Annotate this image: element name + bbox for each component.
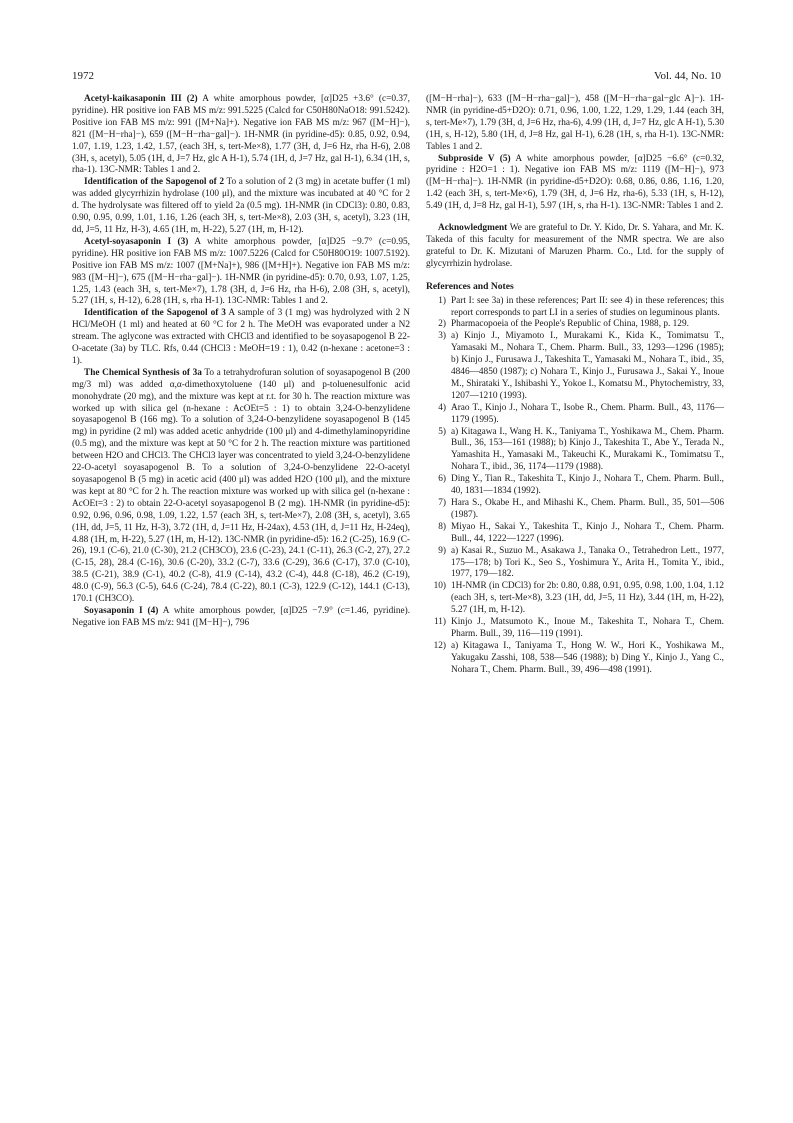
reference-item [426,427,724,475]
reference-text: Hara S., Okabe H., and Mihashi K., Chem. Pharm. Bull., 35, 501—506 (1987). [451,498,724,520]
reference-number: 10) [433,581,446,592]
references-heading: References and Notes [426,280,514,292]
reference-item [426,296,724,320]
reference-item [426,641,724,677]
reference-item [426,319,724,331]
paragraph-title: Acetyl-soyasaponin I (3) [84,236,189,247]
paragraph-text: To a tetrahydrofuran solution of soyasapogenol B (200 mg/3 ml) was added α,α-dimethoxytoluene (140 μl) and p-toluenesulfonic acid monohydrate (20 mg), and the mixture was kept at r.t. for 30 h. The reaction mixture was worked up with silica gel (n-hexane : AcOEt=5 : 1) to obtain 3,24-O-benzylidene soyasapogenol B (166 mg). To a solution of 3,24-O-benzylidene soyasapogenol B (145 mg) in pyridine (2 ml) was added acetic anhydride (100 μl) and 4-dimethylaminopyridine (0.5 mg), and the mixture was kept at 50 °C for 2 h. The reaction mixture was partitioned between H2O and CHCl3. The CHCl3 layer was concentrated to yield 3,24-O-benzylidene 22-O-acetyl soyasapogenol B. To a solution of 3,24-O-benzylidene 22-O-acetyl soyasapogenol B (5 mg) in acetic acid (400 μl) was added H2O (100 μl), and the mixture was kept at 80 °C for 2 h. The reaction mixture was worked up with silica gel (n-hexane : AcOEt=3 : 2) to obtain 22-O-acetyl soyasapogenol B (2 mg). 1H-NMR (in pyridine-d5): 0.92, 0.96, 0.96, 0.98, 1.09, 1.22, 1.57 (each 3H, s, tert-Me×7), 2.08 (3H, s, acetyl), 3.65 (1H, dd, J=5, 11 Hz, H-3), 3.72 (1H, d, J=11 Hz, H-24ax), 4.53 (1H, d, J=11 Hz, H-24eq), 4.88 (1H, m, H-22), 5.27 (1H, m, H-12). 13C-NMR (in pyridine-d5): 16.2 (C-25), 16.9 (C-26), 19.1 (C-6), 21.0 (C-30), 21.2 (CH3CO), 23.6 (C-23), 24.1 (C-11), 26.3 (C-2, 27), 27.2 (C-15, 28), 28.4 (C-16), 30.6 (C-20), 33.2 (C-7), 33.6 (C-29), 36.6 (C-17), 37.0 (C-10), 38.5 (C-21), 38.9 (C-1), 40.2 (C-8), 41.9 (C-14), 43.2 (C-4), 44.8 (C-18), 46.2 (C-19), 48.0 (C-9), 56.3 (C-5), 64.6 (C-24), 78.4 (C-22), 80.1 (C-3), 122.9 (C-12), 144.1 (C-13), 170.1 (CH3CO). [72,367,411,605]
reference-number: 2) [438,319,446,330]
reference-number: 8) [438,521,446,532]
paragraph-title: Identification of the Sapogenol of 2 [84,177,225,188]
volume-issue: Vol. 44, No. 10 [653,70,721,82]
reference-number: 12) [433,640,446,651]
paragraph-title: Identification of the Sapogenol of 3 [84,308,226,319]
paragraph-acetyl-kaikasaponin [72,94,410,177]
reference-item [426,498,724,522]
paragraph-text: A white amorphous powder, [α]D25 −9.7° (c=0.95, pyridine). HR positive ion FAB MS m/z: 1007.5226 (Calcd for C50H80O19: 1007.5192). Positive ion FAB MS m/z: 1007 ([M+Na]+), 986 ([M+H]+). Negative ion FAB MS m/z: 983 ([M−H]−), 675 ([M−H−rha−gal]−). 1H-NMR (in pyridine-d5): 0.70, 0.93, 1.07, 1.25, 1.25, 1.43 (each 3H, s, tert-Me×7), 1.78 (3H, d, J=6 Hz, rha H-6), 2.08 (3H, s, acetyl), 5.27 (1H, s, H-12), 6.28 (1H, s, rha H-1). 13C-NMR: Tables 1 and 2. [72,236,410,307]
reference-number: 3) [438,331,446,342]
paragraph-sapogenol-3 [72,308,410,368]
paragraph-text: To a solution of 2 (3 mg) in acetate buffer (1 ml) was added glycyrrhizin hydrolase (100 μl), and the mixture was incubated at 40 °C for 2 d. The hydrolysate was filtered off to yield 2a (0.5 mg). 1H-NMR (in CDCl3): 0.80, 0.83, 0.90, 0.95, 0.99, 1.01, 1.16, 1.26 (each 3H, s, tert-Me×8), 2.03 (3H, s, acetyl), 3.23 (1H, dd, J=5, 11 Hz, H-3), 4.65 (1H, m, H-22), 5.27 (1H, m, H-12). [72,177,411,235]
left-column [72,94,410,630]
paragraph-text: A white amorphous powder, [α]D25 −6.6° (c=0.32, pyridine : H2O=1 : 1). Negative ion FAB MS m/z: 1119 ([M−H]−), 973 ([M−H−rha]−). 1H-NMR (in pyridine-d5+D2O): 0.68, 0.86, 0.86, 1.16, 1.20, 1.42 (each 3H, s, tert-Me×6), 1.79 (3H, d, J=6 Hz, rha-6), 5.33 (1H, s, H-12), 5.49 (1H, d, J=8 Hz, gal H-1), 5.97 (1H, s, rha H-1). 13C-NMR: Tables 1 and 2. [426,153,724,212]
acknowledgment [426,223,724,271]
paragraph-text: A white amorphous powder, [α]D25 +3.6° (c=0.37, pyridine). HR positive ion FAB MS m/z: 991.5225 (Calcd for C50H80NaO18: 991.5242). Positive ion FAB MS m/z: 991 ([M+Na]+). Negative ion FAB MS m/z: 967 ([M−H]−), 821 ([M−H−rha]−), 659 ([M−H−rha−gal]−). 1H-NMR (in pyridine-d5): 0.85, 0.92, 0.94, 1.07, 1.19, 1.23, 1.42, 1.57, (each 3H, s, tert-Me×8), 1.77 (3H, d, J=6 Hz, rha H-6), 2.08 (3H, s, acetyl), 5.05 (1H, d, J=7 Hz, glc A H-1), 5.74 (1H, d, J=7 Hz, gal H-1), 6.34 (1H, s, rha-1). 13C-NMR: Tables 1 and 2. [72,94,410,176]
reference-item [426,617,724,641]
reference-number: 9) [438,545,446,556]
paragraph-synthesis-3a [72,368,410,606]
reference-number: 5) [438,426,446,437]
reference-item [426,522,724,546]
paragraph-title: Soyasaponin I (4) [84,605,159,616]
page-number: 1972 [72,70,94,82]
reference-text: a) Kinjo J., Miyamoto I., Murakami K., Kida K., Tomimatsu T., Yamasaki M., Nohara T., Chem. Pharm. Bull., 33, 1293—1296 (1985); b) Kinjo J., Furusawa J., Takeshita T., Yamasaki M., Nohara T., ibid., 35, 4846—4850 (1987); c) Nohara T., Kinjo J., Furusawa J., Sakai Y., Inoue M., Shirataki Y., Ishibashi Y., Yokoe I., Komatsu M., Phytochemistry, 33, 1207—1210 (1993). [451,331,724,401]
paragraph-text: A white amorphous powder, [α]D25 −7.9° (c=1.46, pyridine). Negative ion FAB MS m/z: 941 ([M−H]−), 796 [72,605,411,628]
paragraph-text: A sample of 3 (1 mg) was hydrolyzed with 2 N HCl/MeOH (1 ml) and heated at 60 °C for 2 h. The MeOH was evaporated under a N2 stream. The aglycone was extracted with CHCl3 and identified to be soyasapogenol B 22-O-acetate (3a) by TLC. Rfs, 0.44 (CHCl3 : MeOH=19 : 1), 0.42 (n-hexane : acetone=3 : 1). [72,308,411,366]
paragraph-continued [426,94,724,154]
paragraph-acetyl-soyasaponin [72,237,410,308]
reference-number: 11) [433,617,446,628]
reference-number: 7) [438,498,446,508]
reference-text: Pharmacopoeia of the People's Republic of China, 1988, p. 129. [451,319,689,330]
paragraph-subproside-v [426,154,724,214]
paragraph-text: ([M−H−rha]−), 633 ([M−H−rha−gal]−), 458 ([M−H−rha−gal−glc A]−). 1H-NMR (in pyridine-d5+D2O): 0.71, 0.96, 1.00, 1.22, 1.29, 1.29, 1.44 (each 3H, s, tert-Me×7), 1.79 (3H, d, J=6 Hz, rha-6), 4.99 (1H, d, J=7 Hz, glc A H-1), 5.30 (1H, s, H-12), 5.80 (1H, d, J=8 Hz, gal H-1), 6.28 (1H, s, rha H-1). 13C-NMR: Tables 1 and 2. [426,94,724,152]
reference-number: 4) [438,402,446,413]
reference-text: Arao T., Kinjo J., Nohara T., Isobe R., Chem. Pharm. Bull., 43, 1176—1179 (1995). [451,402,724,425]
reference-item [426,546,724,582]
reference-text: 1H-NMR (in CDCl3) for 2b: 0.80, 0.88, 0.91, 0.95, 0.98, 1.00, 1.04, 1.12 (each 3H, s, tert-Me×8), 3.23 (1H, dd, J=5, 11 Hz), 3.44 (1H, m, H-22), 5.27 (1H, m, H-12). [451,581,724,616]
reference-item [426,474,724,498]
paragraph-title: The Chemical Synthesis of 3a [84,367,202,378]
reference-text: a) Kitagawa I., Wang H. K., Taniyama T., Yoshikawa M., Chem. Pharm. Bull., 36, 153—161 (1988); b) Kinjo J., Takeshita T., Abe Y., Terada N., Yamashita H., Yamasaki M., Takeuchi K., Murakami K., Tomimatsu T., Nohara T., ibid., 36, 1174—1179 (1988). [451,426,724,473]
references-list [426,296,724,677]
paragraph-title: Acetyl-kaikasaponin III (2) [84,94,198,104]
acknowledgment-text: We are grateful to Dr. Y. Kido, Dr. S. Yahara, and Mr. K. Takeda of this faculty for measurement of the NMR spectra. We are also grateful to Dr. K. Mizutani of Maruzen Pharm. Co., Ltd. for the supply of glycyrrhizin hydrolase. [426,223,724,269]
reference-item [426,403,724,427]
reference-text: a) Kitagawa I., Taniyama T., Hong W. W., Hori K., Yoshikawa M., Yakugaku Zasshi, 108, 538—546 (1988); b) Ding Y., Kinjo J., Yang C., Nohara T., Chem. Pharm. Bull., 39, 496—498 (1991). [451,640,724,675]
reference-text: Ding Y., Tian R., Takeshita T., Kinjo J., Nohara T., Chem. Pharm. Bull., 40, 1831—1834 (1992). [451,474,724,497]
reference-text: Miyao H., Sakai Y., Takeshita T., Kinjo J., Nohara T., Chem. Pharm. Bull., 44, 1222—1227 (1996). [451,521,724,544]
reference-text: a) Kasai R., Suzuo M., Asakawa J., Tanaka O., Tetrahedron Lett., 1977, 175—178; b) Tori K., Seo S., Yoshimura Y., Arita H., Tomita Y., ibid., 1977, 179—182. [451,545,724,580]
reference-text: Kinjo J., Matsumoto K., Inoue M., Takeshita T., Nohara T., Chem. Pharm. Bull., 39, 116—119 (1991). [451,617,724,639]
reference-number: 6) [438,474,446,485]
reference-number: 1) [438,295,446,306]
reference-item [426,581,724,617]
paragraph-title: Subproside V (5) [438,153,511,164]
reference-item [426,331,724,402]
paragraph-soyasaponin-i [72,606,410,630]
paragraph-sapogenol-2 [72,177,410,237]
acknowledgment-title: Acknowledgment [438,223,508,234]
reference-text: Part I: see 3a) in these references; Part II: see 4) in these references; this report corresponds to part LI in a series of studies on leguminous plants. [451,295,724,318]
right-column [426,94,724,677]
